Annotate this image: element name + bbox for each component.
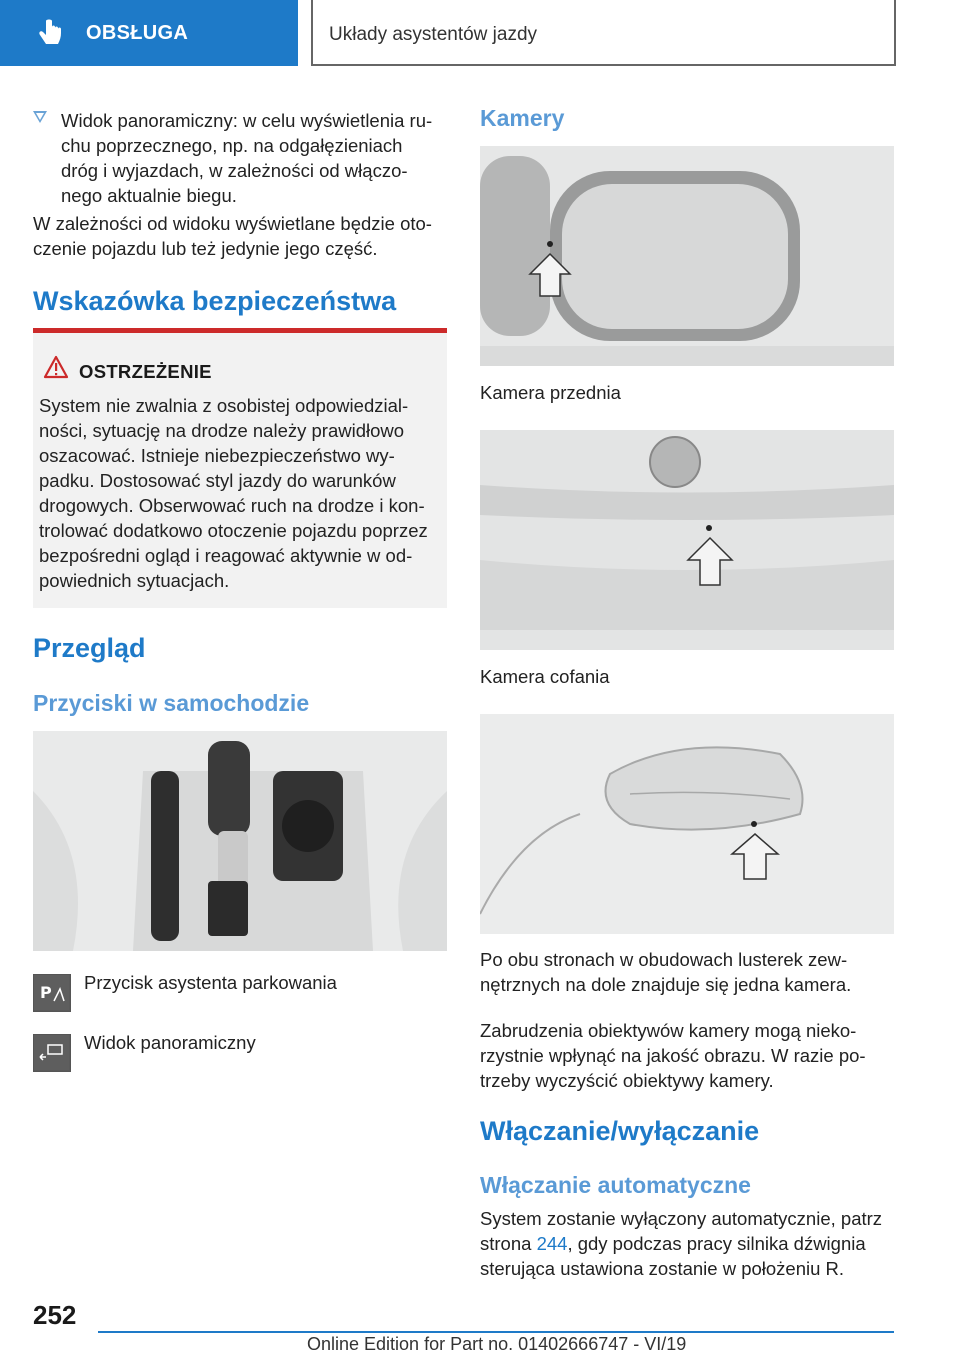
page-ref-link[interactable]: 244: [536, 1233, 568, 1254]
footer-rule: [98, 1331, 894, 1333]
edition-text: Online Edition for Part no. 01402666747 - VI/19: [307, 1334, 687, 1354]
park-assist-icon: [33, 974, 71, 1012]
auto-text: [480, 1206, 900, 1281]
center-console-image: [33, 731, 447, 951]
warning-box: [33, 328, 447, 608]
bullet-triangle-icon: [33, 111, 47, 123]
view-paragraph: W zależności od widoku wyświetlane będzie oto- czenie pojazdu lub też jedynie jego część.: [33, 213, 432, 259]
chapter-title: Układy asystentów jazdy: [329, 24, 538, 45]
page-number: 252: [33, 1300, 77, 1330]
warning-triangle-icon: [43, 355, 69, 379]
caption-front-camera: Kamera przednia: [480, 382, 621, 403]
warning-title: OSTRZEŻENIE: [79, 361, 212, 382]
mirror-camera-image: [480, 714, 894, 934]
auto-text-part2: , gdy podczas pracy silnika dźwignia sterująca ustawiona zostanie w położeniu R.: [480, 1233, 866, 1279]
lens-dirt-text: Zabrudzenia obiektywów kamery mogą nieko- rzystnie wpłynąć na jakość obrazu. W razie po- trzeby wyczyścić obiektywy kamery.: [480, 1020, 866, 1091]
mirror-camera-text: Po obu stronach w obudowach lusterek zew- nętrznych na dole znajduje się jedna kamera.: [480, 949, 852, 995]
auto-heading: Włączanie automatyczne: [480, 1172, 751, 1198]
hand-pointer-icon: [34, 18, 66, 50]
bullet-text: Widok panoramiczny: w celu wyświetlenia ru- chu poprzecznego, np. na odgałęzieniach dróg i wyjazdach, w zależności od włączo- nego aktualnie biegu.: [61, 110, 433, 206]
bullet-item: [33, 108, 453, 208]
buttons-heading: Przyciski w samochodzie: [33, 690, 310, 716]
warning-text: System nie zwalnia z osobistej odpowiedzial- ności, sytuację na drodze należy prawidłowo oszacować. Istnieje niebezpieczeństwo wy- padku. Dostosować styl jazdy do warunków drogowych. Obserwować ruch na drodze i kon- trolować dodatkowo otoczenie pojazdu poprzez bezpośredni ogląd i reagować aktywnie w od- powiednich sytuacjach.: [39, 395, 428, 591]
overview-heading: Przegląd: [33, 633, 146, 663]
cameras-heading: Kamery: [480, 105, 565, 131]
onoff-heading: Włączanie/wyłączanie: [480, 1116, 760, 1146]
front-camera-image: [480, 146, 894, 366]
chapter-header: [311, 0, 896, 66]
safety-heading: Wskazówka bezpieczeństwa: [33, 286, 397, 316]
svg-text:P: P: [40, 983, 52, 1002]
legend-panorama: Widok panoramiczny: [84, 1032, 256, 1053]
section-label: OBSŁUGA: [86, 22, 189, 44]
auto-text-part1: System zostanie wyłączony automatycznie, patrz strona: [480, 1208, 883, 1254]
panorama-view-icon: [33, 1034, 71, 1072]
legend-park-assist: Przycisk asystenta parkowania: [84, 972, 337, 993]
rear-camera-image: [480, 430, 894, 650]
caption-rear-camera: Kamera cofania: [480, 666, 610, 687]
section-tab: [0, 0, 298, 66]
